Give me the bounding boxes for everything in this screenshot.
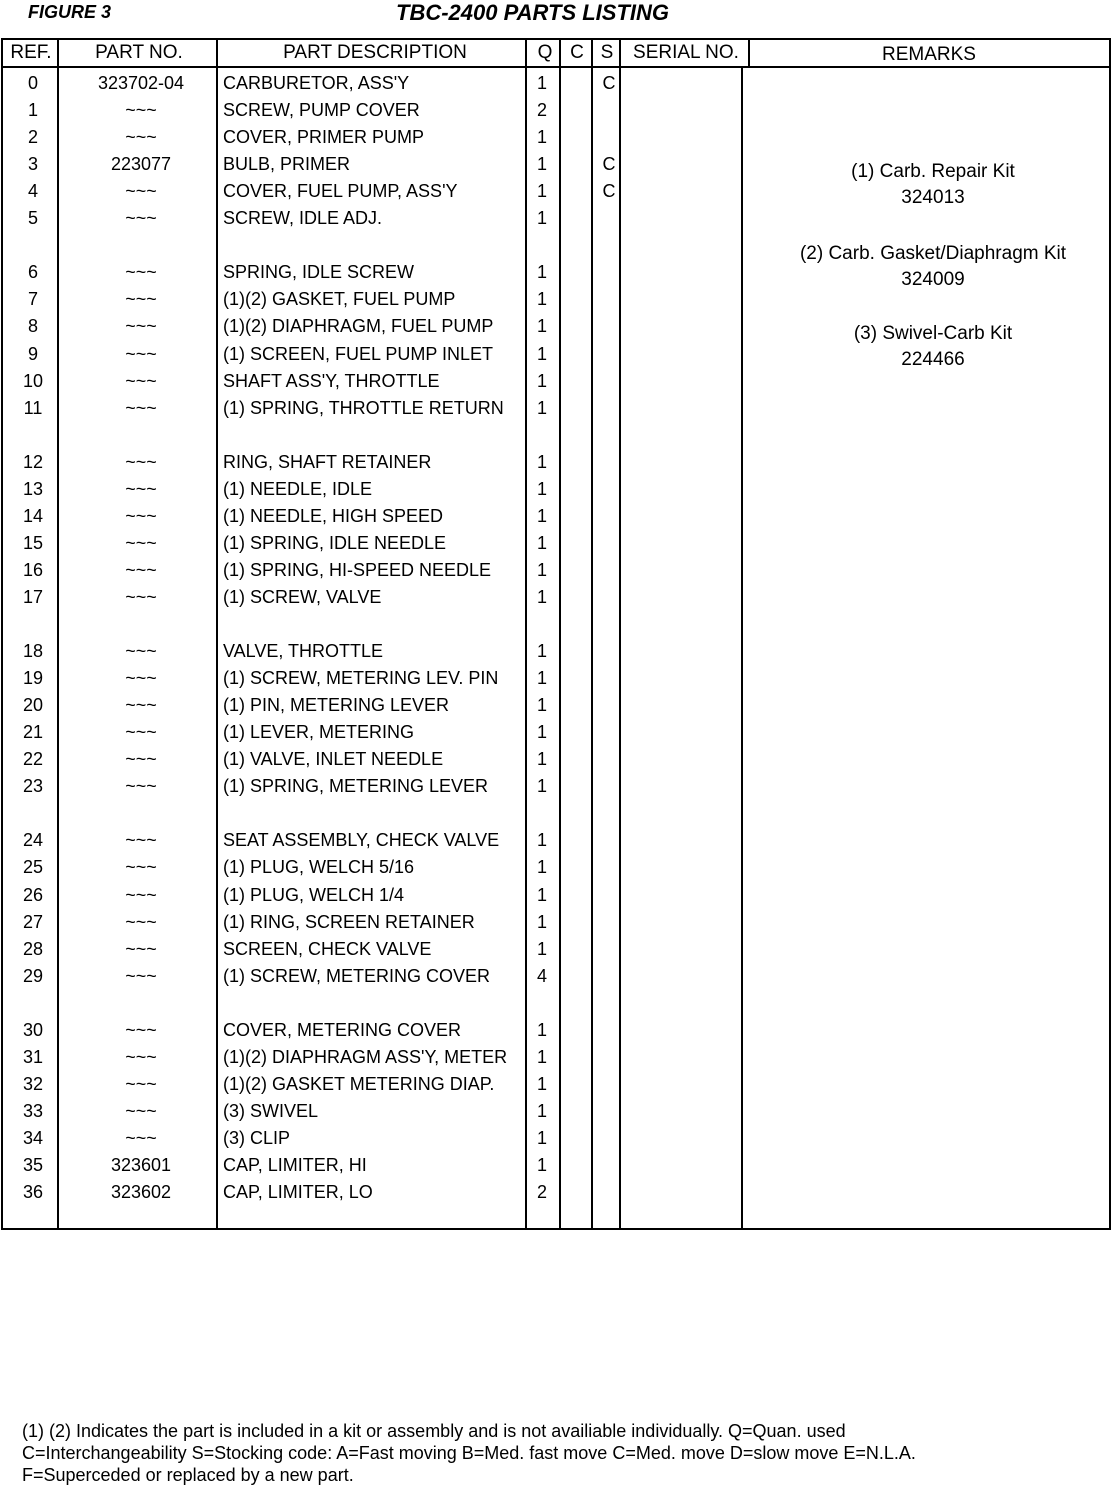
- header-ref: REF.: [10, 42, 52, 63]
- description-cell: (1) SCREW, METERING LEV. PIN: [223, 668, 499, 689]
- header-c: C: [570, 42, 584, 63]
- quantity-cell: 2: [536, 100, 547, 121]
- part-number-cell: ~~~: [125, 668, 157, 689]
- description-cell: (1) SCREEN, FUEL PUMP INLET: [223, 343, 494, 364]
- part-number-cell: ~~~: [125, 965, 157, 986]
- ref-cell: 7: [27, 289, 38, 310]
- description-cell: SCREW, IDLE ADJ.: [223, 208, 383, 229]
- remark-part: 324013: [901, 187, 965, 208]
- part-number-cell: ~~~: [125, 830, 157, 851]
- part-number-cell: ~~~: [125, 857, 157, 878]
- quantity-cell: 1: [536, 262, 547, 283]
- ref-cell: 2: [27, 127, 38, 148]
- quantity-cell: 1: [536, 857, 547, 878]
- quantity-cell: 1: [536, 1019, 547, 1040]
- part-number-cell: ~~~: [125, 586, 157, 607]
- description-cell: (1) VALVE, INLET NEEDLE: [223, 749, 444, 770]
- ref-cell: 23: [22, 776, 44, 797]
- part-number-cell: ~~~: [125, 289, 157, 310]
- footnote-line: (1) (2) Indicates the part is included in a kit or assembly and is not availiable individually. Q=Quan. used: [22, 1421, 846, 1441]
- description-cell: (1) SCREW, METERING COVER: [223, 965, 491, 986]
- quantity-cell: 1: [536, 532, 547, 553]
- part-number-cell: 323602: [110, 1182, 172, 1203]
- description-cell: SCREW, PUMP COVER: [223, 100, 420, 121]
- part-number-cell: ~~~: [125, 262, 157, 283]
- ref-cell: 29: [22, 965, 44, 986]
- part-number-cell: ~~~: [125, 1046, 157, 1067]
- part-number-cell: ~~~: [125, 478, 157, 499]
- ref-cell: 18: [22, 641, 44, 662]
- description-cell: (1) PIN, METERING LEVER: [223, 695, 450, 716]
- column-divider: [591, 40, 593, 1228]
- part-number-cell: ~~~: [125, 559, 157, 580]
- description-cell: (1)(2) DIAPHRAGM ASS'Y, METER: [223, 1046, 508, 1067]
- description-cell: (1)(2) GASKET, FUEL PUMP: [223, 289, 456, 310]
- quantity-cell: 1: [536, 1046, 547, 1067]
- ref-cell: 31: [22, 1046, 44, 1067]
- part-number-cell: ~~~: [125, 370, 157, 391]
- quantity-cell: 1: [536, 884, 547, 905]
- description-cell: (1) RING, SCREEN RETAINER: [223, 911, 475, 932]
- header-q: Q: [537, 42, 553, 63]
- header-s: S: [600, 42, 614, 63]
- ref-cell: 1: [27, 100, 38, 121]
- description-cell: (1) SPRING, METERING LEVER: [223, 776, 489, 797]
- part-number-cell: ~~~: [125, 100, 157, 121]
- description-cell: (1)(2) GASKET METERING DIAP.: [223, 1073, 495, 1094]
- remark-kit-3: [747, 321, 1116, 373]
- ref-cell: 19: [22, 668, 44, 689]
- part-number-cell: ~~~: [125, 884, 157, 905]
- description-cell: (1) SPRING, IDLE NEEDLE: [223, 532, 447, 553]
- part-number-cell: ~~~: [125, 208, 157, 229]
- ref-cell: 28: [22, 938, 44, 959]
- remark-part: 324009: [901, 269, 965, 290]
- part-number-cell: ~~~: [125, 722, 157, 743]
- description-cell: (1) SCREW, VALVE: [223, 586, 382, 607]
- ref-cell: 6: [27, 262, 38, 283]
- description-cell: CAP, LIMITER, LO: [223, 1182, 373, 1203]
- description-cell: (1) SPRING, HI-SPEED NEEDLE: [223, 559, 492, 580]
- description-cell: COVER, METERING COVER: [223, 1019, 462, 1040]
- column-divider: [619, 40, 621, 1228]
- footnote-line: C=Interchangeability S=Stocking code: A=Fast moving B=Med. fast move C=Med. move D=slow move E=N.L.A.: [22, 1443, 916, 1463]
- description-cell: (3) SWIVEL: [223, 1100, 319, 1121]
- quantity-cell: 1: [536, 586, 547, 607]
- description-cell: (1) PLUG, WELCH 5/16: [223, 857, 415, 878]
- part-number-cell: ~~~: [125, 776, 157, 797]
- quantity-cell: 1: [536, 1100, 547, 1121]
- part-number-cell: ~~~: [125, 181, 157, 202]
- ref-cell: 17: [22, 586, 44, 607]
- remark-kit-2: [747, 241, 1116, 293]
- part-number-cell: ~~~: [125, 397, 157, 418]
- ref-cell: 20: [22, 695, 44, 716]
- part-number-cell: 323601: [110, 1155, 172, 1175]
- ref-cell: 0: [27, 73, 38, 93]
- part-number-cell: ~~~: [125, 1127, 157, 1148]
- quantity-cell: 2: [536, 1182, 547, 1203]
- quantity-cell: 1: [536, 1155, 547, 1175]
- part-number-cell: ~~~: [125, 938, 157, 959]
- page-title: TBC-2400 PARTS LISTING: [396, 0, 670, 25]
- part-number-cell: ~~~: [125, 1019, 157, 1040]
- ref-cell: 13: [22, 478, 44, 499]
- quantity-cell: 1: [536, 73, 547, 93]
- description-cell: (1) NEEDLE, HIGH SPEED: [223, 505, 444, 526]
- ref-cell: 21: [22, 722, 44, 743]
- ref-cell: 10: [22, 370, 44, 391]
- quantity-cell: 1: [536, 1073, 547, 1094]
- ref-cell: 36: [22, 1182, 44, 1203]
- description-cell: (1) SPRING, THROTTLE RETURN: [223, 397, 504, 418]
- part-number-cell: ~~~: [125, 695, 157, 716]
- remark-label: (3) Swivel-Carb Kit: [853, 323, 1013, 344]
- ref-cell: 14: [22, 505, 44, 526]
- part-number-cell: ~~~: [125, 532, 157, 553]
- description-cell: CARBURETOR, ASS'Y: [223, 73, 410, 93]
- description-cell: SCREEN, CHECK VALVE: [223, 938, 432, 959]
- quantity-cell: 1: [536, 181, 547, 202]
- quantity-cell: 1: [536, 343, 547, 364]
- ref-cell: 24: [22, 830, 44, 851]
- quantity-cell: 1: [536, 208, 547, 229]
- description-cell: CAP, LIMITER, HI: [223, 1155, 367, 1175]
- description-cell: VALVE, THROTTLE: [223, 641, 384, 662]
- parts-table: [1, 38, 1111, 1230]
- part-number-cell: ~~~: [125, 1073, 157, 1094]
- description-cell: COVER, PRIMER PUMP: [223, 127, 425, 148]
- quantity-cell: 1: [536, 641, 547, 662]
- quantity-cell: 1: [536, 127, 547, 148]
- remark-label: (2) Carb. Gasket/Diaphragm Kit: [799, 243, 1067, 264]
- stocking-code-cell: C: [602, 181, 616, 202]
- quantity-cell: 1: [536, 776, 547, 797]
- ref-cell: 9: [27, 343, 38, 364]
- quantity-cell: 1: [536, 668, 547, 689]
- ref-cell: 12: [22, 451, 44, 472]
- part-number-cell: ~~~: [125, 343, 157, 364]
- column-divider: [559, 40, 561, 1228]
- ref-cell: 22: [22, 749, 44, 770]
- quantity-cell: 1: [536, 938, 547, 959]
- ref-cell: 3: [27, 154, 38, 175]
- ref-cell: 30: [22, 1019, 44, 1040]
- quantity-cell: 1: [536, 289, 547, 310]
- ref-cell: 35: [22, 1155, 44, 1175]
- description-cell: SPRING, IDLE SCREW: [223, 262, 415, 283]
- description-cell: COVER, FUEL PUMP, ASS'Y: [223, 181, 458, 202]
- part-number-cell: 323702-04: [97, 73, 185, 93]
- ref-cell: 11: [23, 397, 43, 418]
- quantity-cell: 1: [536, 316, 547, 337]
- header-part-no: PART NO.: [95, 42, 183, 63]
- ref-cell: 34: [22, 1127, 44, 1148]
- footnote-line: F=Superceded or replaced by a new part.: [22, 1465, 354, 1485]
- ref-cell: 32: [22, 1073, 44, 1094]
- description-cell: (1) LEVER, METERING: [223, 722, 415, 743]
- column-divider: [748, 40, 750, 68]
- column-divider: [741, 68, 743, 1228]
- part-number-cell: 223077: [110, 154, 172, 175]
- remark-label: (1) Carb. Repair Kit: [851, 161, 1015, 182]
- figure-label: FIGURE 3: [28, 2, 112, 22]
- description-cell: (1)(2) DIAPHRAGM, FUEL PUMP: [223, 316, 494, 337]
- quantity-cell: 1: [536, 478, 547, 499]
- quantity-cell: 1: [536, 370, 547, 391]
- quantity-cell: 1: [536, 830, 547, 851]
- quantity-cell: 1: [536, 722, 547, 743]
- remark-part: 224466: [901, 349, 965, 370]
- description-cell: (1) PLUG, WELCH 1/4: [223, 884, 405, 905]
- description-cell: (1) NEEDLE, IDLE: [223, 478, 373, 499]
- quantity-cell: 1: [536, 1127, 547, 1148]
- stocking-code-cell: C: [602, 154, 616, 175]
- part-number-cell: ~~~: [125, 911, 157, 932]
- ref-cell: 26: [22, 884, 44, 905]
- ref-cell: 25: [22, 857, 44, 878]
- header-serial: SERIAL NO.: [633, 42, 739, 63]
- description-cell: RING, SHAFT RETAINER: [223, 451, 432, 472]
- description-cell: SEAT ASSEMBLY, CHECK VALVE: [223, 830, 500, 851]
- description-cell: BULB, PRIMER: [223, 154, 351, 175]
- quantity-cell: 1: [536, 911, 547, 932]
- part-number-cell: ~~~: [125, 749, 157, 770]
- quantity-cell: 1: [536, 451, 547, 472]
- header-remarks: REMARKS: [882, 44, 976, 65]
- part-number-cell: ~~~: [125, 641, 157, 662]
- ref-cell: 33: [22, 1100, 44, 1121]
- stocking-code-cell: C: [602, 73, 616, 93]
- ref-cell: 27: [22, 911, 44, 932]
- quantity-cell: 4: [536, 965, 547, 986]
- quantity-cell: 1: [536, 559, 547, 580]
- footnote: [22, 1420, 1102, 1486]
- quantity-cell: 1: [536, 505, 547, 526]
- header-description: PART DESCRIPTION: [283, 42, 467, 63]
- ref-cell: 8: [27, 316, 38, 337]
- quantity-cell: 1: [536, 749, 547, 770]
- ref-cell: 15: [22, 532, 44, 553]
- part-number-cell: ~~~: [125, 505, 157, 526]
- description-cell: (3) CLIP: [223, 1127, 291, 1148]
- remark-kit-1: [747, 159, 1116, 211]
- ref-cell: 4: [27, 181, 38, 202]
- part-number-cell: ~~~: [125, 1100, 157, 1121]
- quantity-cell: 1: [536, 397, 547, 418]
- quantity-cell: 1: [536, 154, 547, 175]
- quantity-cell: 1: [536, 695, 547, 716]
- ref-cell: 5: [27, 208, 38, 229]
- part-number-cell: ~~~: [125, 127, 157, 148]
- part-number-cell: ~~~: [125, 451, 157, 472]
- ref-cell: 16: [22, 559, 44, 580]
- description-cell: SHAFT ASS'Y, THROTTLE: [223, 370, 440, 391]
- part-number-cell: ~~~: [125, 316, 157, 337]
